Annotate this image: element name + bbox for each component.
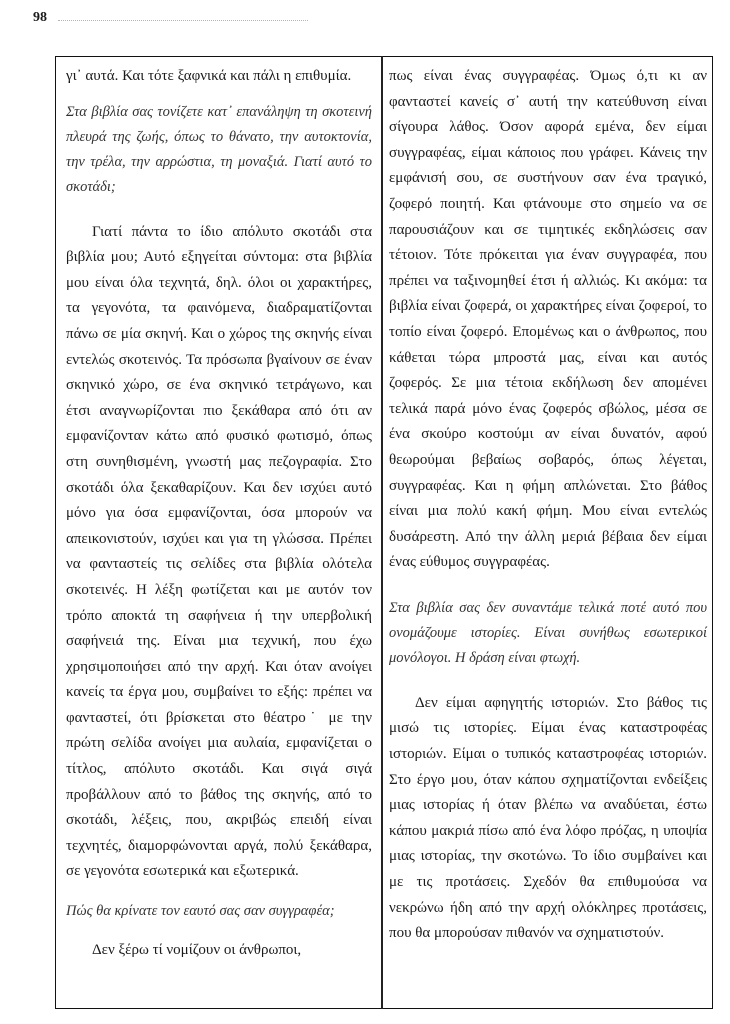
header-rule bbox=[58, 20, 308, 21]
left-answer-1: Γιατί πάντα το ίδιο απόλυτο σκοτάδι στα βιβλία μου; Αυτό εξηγείται σύντομα: στα βιβλία μου είναι όλα τεχνητά, δηλ. όλοι οι χαρακτήρες, τα γεγονότα, τα φαινόμενα, διαδραματίζονται πάνω σε μία σκηνή. Και ο χώρος της σκηνής είναι εντελώς σκοτεινός. Τα πρόσωπα βγαίνουν σε έναν σκηνικό χώρο, σε ένα σκηνικό τετράγωνο, και έτσι αναγνωρίζονται πιο ξεκάθαρα από ότι αν εμφανίζονταν κάτω από φυσικό φωτισμό, όπως στη συνηθισμένη, γνωστή μας πεζογραφία. Στο σκοτάδι όλα ξεκαθαρίζουν. Και δεν ισχύει αυτό μόνο για όσα εμφανίζονται, όσα μπορούν να απεικονιστούν, ισχύει και για τη γλώσσα. Πρέπει να φανταστείς τις σελίδες στα βιβλία ολότελα σκοτεινές. Η λέξη φωτίζεται και με αυτόν τον τρόπο αποκτά τη σαφήνεια ή την υπερβολική σαφήνειά της. Είναι μια τεχνική, που έχω χρησιμοποιήσει από την αρχή. Και όταν ανοίγει κανείς τα έργα μου, συμβαίνει το εξής: πρέπει να φανταστεί, ότι βρίσκεται στο θέατρο˙ με την πρώτη σελίδα ανοίγει μια αυλαία, εμφανίζεται ο τίτλος, απόλυτο σκοτάδι. Και σιγά σιγά προβάλλουν από το βάθος της σκηνής, από το σκοτάδι, λέξεις, που, ακριβώς επειδή είναι τεχνητές, διαμορφώνονται αργά, πολύ ξεκάθαρα, σε γεγονότα εσωτερικά και εξωτερικά. bbox=[66, 223, 372, 880]
right-answer-1: Δεν είμαι αφηγητής ιστοριών. Στο βάθος τις μισώ τις ιστορίες. Είμαι ένας καταστροφέας ιστοριών. Είμαι ο τυπικός καταστροφέας ιστοριών. Στο έργο μου, όταν κάπου σχηματίζονται ενδείξεις μιας ιστορίας ή όταν βλέπω να αναδύεται, έστω κάπου μακριά πίσω από ένα λόφο πρόζας, η υποψία μιας ιστορίας, την σκοτώνω. Το ίδιο συμβαίνει και με τις προτάσεις. Σχεδόν θα επιθυμούσα να νεκρώνω ήδη από την αρχή ολόκληρες προτάσεις, που θα μπορούσαν πιθανόν να σχηματιστούν. bbox=[389, 694, 707, 942]
column-divider bbox=[381, 56, 383, 1009]
left-paragraph-1: γι᾽ αυτά. Και τότε ξαφνικά και πάλι η επιθυμία. bbox=[66, 68, 352, 84]
right-paragraph-1: πως είναι ένας συγγραφέας. Όμως ό,τι κι αν φανταστεί κανείς σ᾽ αυτή την κατεύθυνση είναι σίγουρα λάθος. Όσον αφορά εμένα, δεν είμαι συγγραφέας, είμαι κάποιος που γράφει. Κάνεις την εμφάνισή σου, σε συστήνουν σαν ένα τραγικό, ζοφερό ποιητή. Και φτάνουμε στο σημείο να σε παρουσιάζουν και σε τιμητικές εκδηλώσεις σαν τέτοιον. Τότε πρόκειται για έναν συγγραφέα, που πρέπει να ταξινομηθεί έτσι ή αλλιώς. Κι ακόμα: τα βιβλία είναι ζοφερά, οι χαρακτήρες είναι ζοφεροί, το τοπίο είναι ζοφερό. Επομένως και ο άνθρωπος, που κάθεται τώρα μπροστά μας, είναι και αυτός ζοφερός. Σε μια τέτοια εκδήλωση δεν απομένει τελικά παρά μόνο ένας ζοφερός σβώλος, μέσα σε ένα σκούρο κοστούμι αν είναι δυνατόν, αφού θεωρούμαι βεβαίως σοβαρός, όπως λέγεται, συγγραφέας. Και η φήμη απλώνεται. Στο βάθος είναι μια πολύ κακή φήμη. Μου είναι εντελώς δυσάρεστη. Από την άλλη μεριά βέβαια δεν είμαι ένας εύθυμος συγγραφέας. bbox=[389, 68, 707, 571]
left-question-1: Στα βιβλία σας τονίζετε κατ᾽ επανάληψη τη σκοτεινή πλευρά της ζωής, όπως το θάνατο, την αυτοκτονία, την τρέλα, την αρρώστια, τη μοναξιά. Γιατί αυτό το σκοτάδι; bbox=[66, 103, 372, 195]
page-number: 98 bbox=[33, 10, 47, 25]
right-question-1: Στα βιβλία σας δεν συναντάμε τελικά ποτέ αυτό που ονομάζουμε ιστορίες. Είναι συνήθως εσωτερικοί μονόλογοι. Η δράση είναι φτωχή. bbox=[389, 599, 707, 666]
left-question-2: Πώς θα κρίνατε τον εαυτό σας σαν συγγραφέα; bbox=[66, 903, 335, 920]
left-answer-2: Δεν ξέρω τί νομίζουν οι άνθρωποι, bbox=[92, 942, 302, 959]
left-column bbox=[66, 64, 372, 964]
right-column bbox=[389, 64, 707, 947]
